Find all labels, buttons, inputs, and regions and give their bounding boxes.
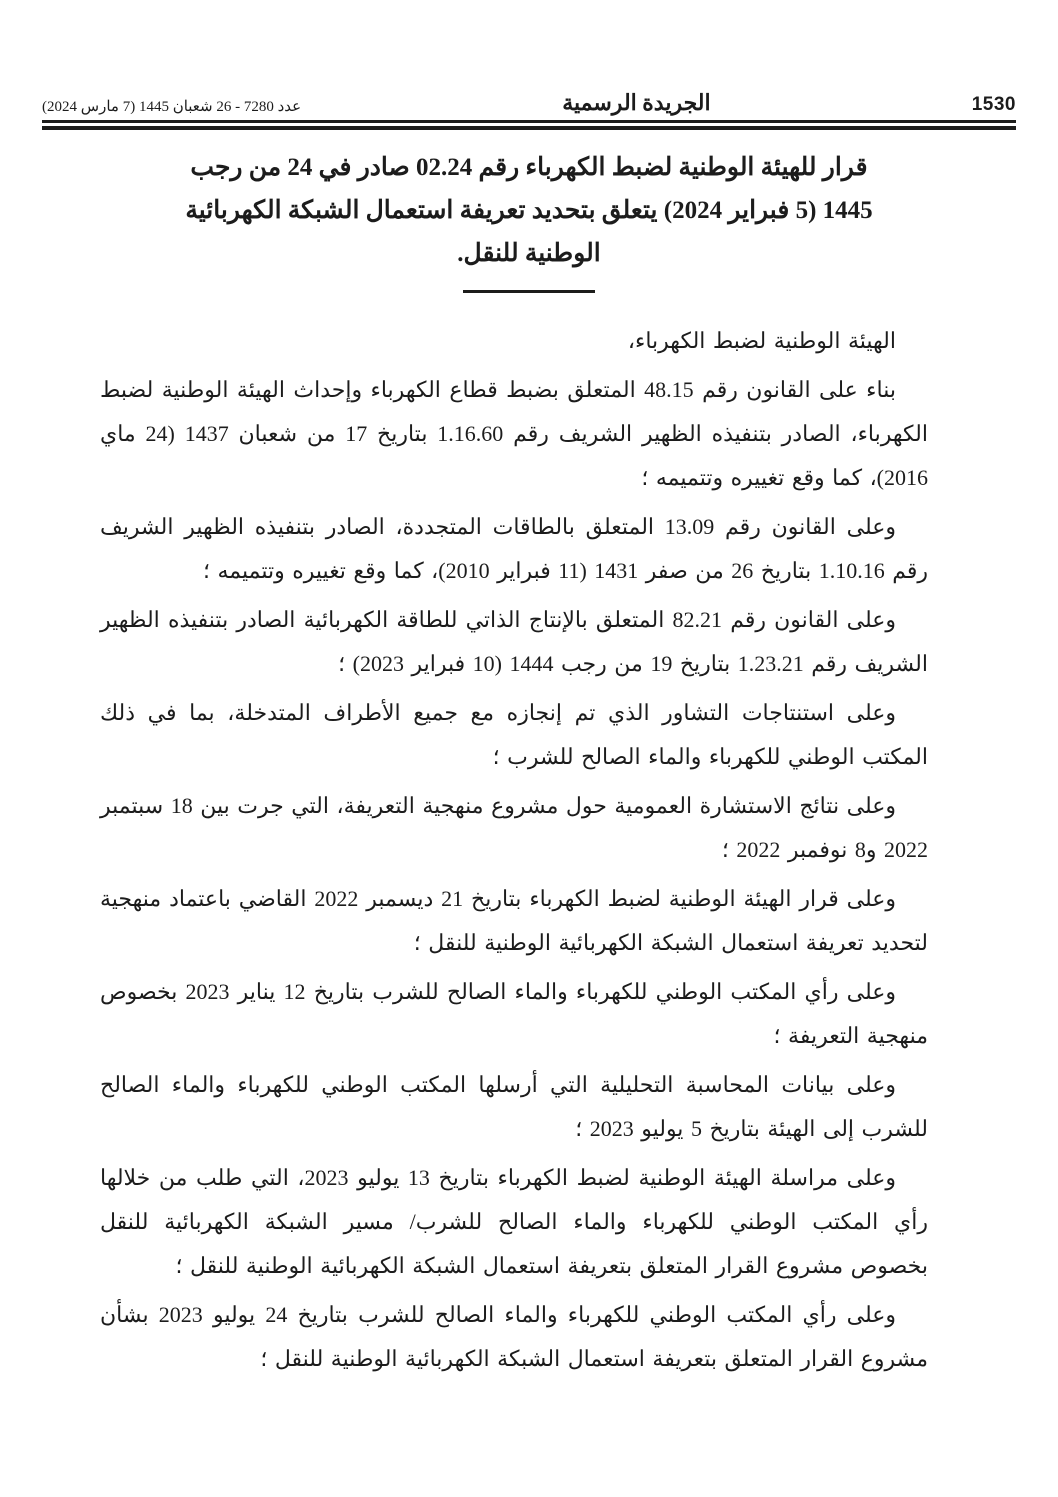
decree-recital-onee-opinion-jan-2023: وعلى رأي المكتب الوطني للكهرباء والماء الصالح للشرب بتاريخ 12 يناير 2023 بخصوص منهجية التعريفة ؛ xyxy=(100,979,928,1048)
decree-recital-correspondence-jul-2023: وعلى مراسلة الهيئة الوطنية لضبط الكهرباء بتاريخ 13 يوليو 2023، التي طلب من خلالها رأي المكتب الوطني للكهرباء والماء الصالح للشرب/ مسير الشبكة الكهربائية للنقل بخصوص مشروع القرار المتعلق بتعريفة استعمال الشبكة الكهربائية الوطنية للنقل ؛ xyxy=(100,1165,928,1278)
decree-recital-consultation-conclusions: وعلى استنتاجات التشاور الذي تم إنجازه مع جميع الأطراف المتدخلة، بما في ذلك المكتب الوطني للكهرباء والماء الصالح للشرب ؛ xyxy=(100,700,928,769)
decree-recital-law-13-09: وعلى القانون رقم 13.09 المتعلق بالطاقات المتجددة، الصادر بتنفيذه الظهير الشريف رقم 1.10.16 بتاريخ 26 من صفر 1431 (11 فبراير 2010)، كما وقع تغييره وتتميمه ؛ xyxy=(100,514,928,583)
gazette-title: الجريدة الرسمية xyxy=(562,90,711,115)
decree-recital-onee-opinion-jul-2023: وعلى رأي المكتب الوطني للكهرباء والماء الصالح للشرب بتاريخ 24 يوليو 2023 بشأن مشروع القرار المتعلق بتعريفة استعمال الشبكة الكهربائية الوطنية للنقل ؛ xyxy=(100,1302,928,1371)
page-number: 1530 xyxy=(971,94,1016,115)
decree-recital-law-82-21: وعلى القانون رقم 82.21 المتعلق بالإنتاج الذاتي للطاقة الكهربائية الصادر بتنفيذه الظهير الشريف رقم 1.23.21 بتاريخ 19 من رجب 1444 (10 فبراير 2023) ؛ xyxy=(100,607,928,676)
decree-preamble-authority: الهيئة الوطنية لضبط الكهرباء، xyxy=(627,328,896,353)
decree-recital-public-consultation: وعلى نتائج الاستشارة العمومية حول مشروع منهجية التعريفة، التي جرت بين 18 سبتمبر 2022 و8 نوفمبر 2022 ؛ xyxy=(100,793,928,862)
page-header xyxy=(42,90,1016,116)
decree-title: قرار للهيئة الوطنية لضبط الكهرباء رقم 02.24 صادر في 24 من رجب 1445 (5 فبراير 2024) يتعلق بتحديد تعريفة استعمال الشبكة الكهربائية الوطنية للنقل. xyxy=(185,154,873,267)
issue-info: عدد 7280 - 26 شعبان 1445 (7 مارس 2024) xyxy=(42,99,302,115)
decree-body xyxy=(100,319,928,1381)
title-separator-rule xyxy=(463,290,595,293)
decree-recital-decision-2022: وعلى قرار الهيئة الوطنية لضبط الكهرباء بتاريخ 21 ديسمبر 2022 القاضي باعتماد منهجية لتحديد تعريفة استعمال الشبكة الكهربائية الوطنية للنقل ؛ xyxy=(100,886,928,955)
decree-recital-accounting-data: وعلى بيانات المحاسبة التحليلية التي أرسلها المكتب الوطني للكهرباء والماء الصالح للشرب إلى الهيئة بتاريخ 5 يوليو 2023 ؛ xyxy=(100,1072,928,1141)
decree-recital-law-48-15: بناء على القانون رقم 48.15 المتعلق بضبط قطاع الكهرباء وإحداث الهيئة الوطنية لضبط الكهرباء، الصادر بتنفيذه الظهير الشريف رقم 1.16.60 بتاريخ 17 من شعبان 1437 (24 ماي 2016)، كما وقع تغييره وتتميمه ؛ xyxy=(100,377,928,490)
header-double-rule xyxy=(42,120,1016,130)
